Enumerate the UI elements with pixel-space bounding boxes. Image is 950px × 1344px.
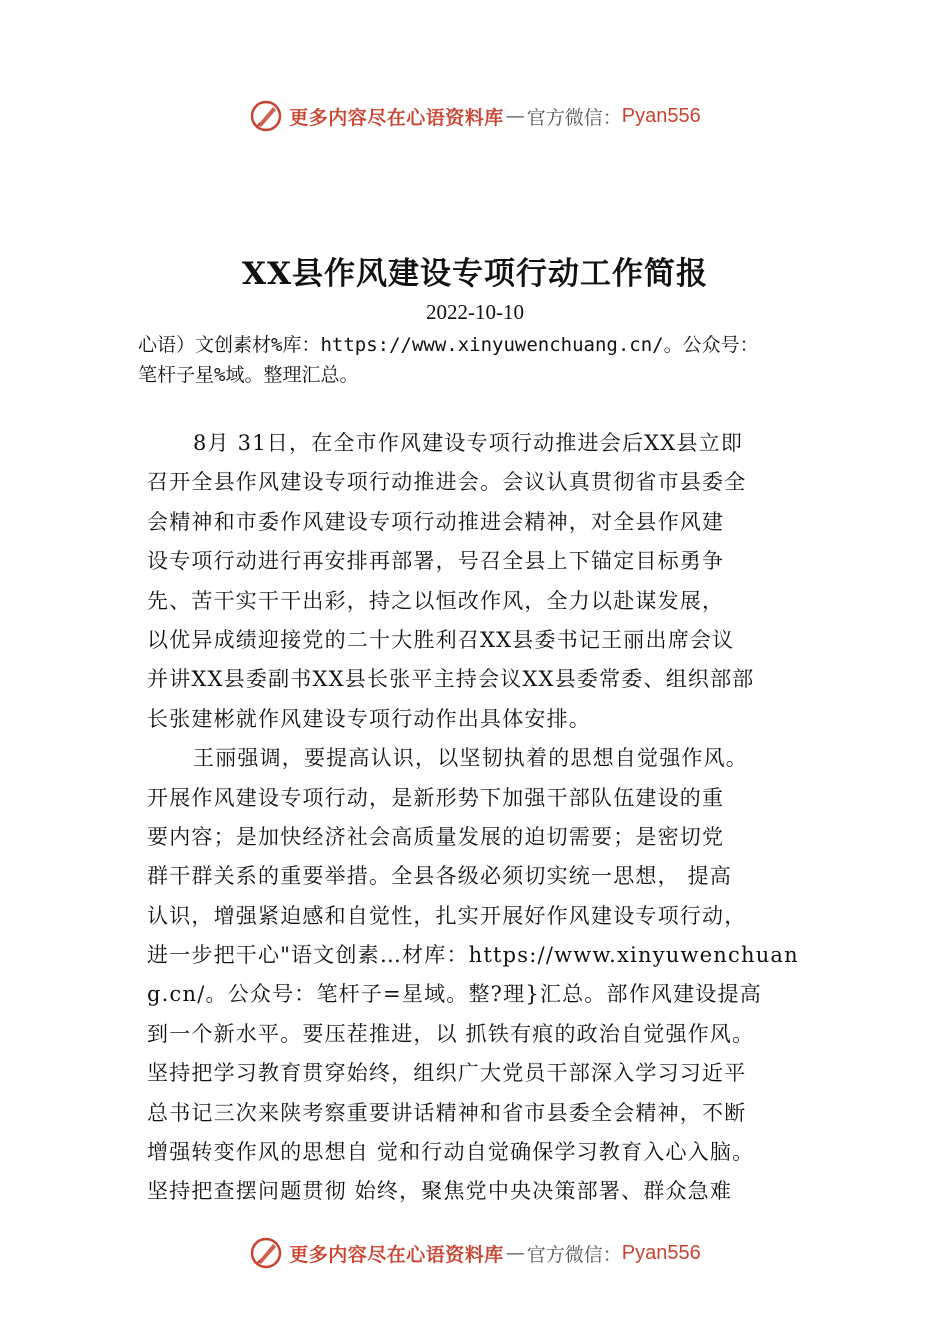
- watermark-wechat-label: 官方微信：: [526, 106, 622, 129]
- quill-logo-icon: [249, 99, 283, 133]
- watermark-main-text: 更多内容尽在心语资料库: [289, 1243, 504, 1266]
- body-line: 会精神和市委作风建设专项行动推进会精神，对全县作风建: [147, 509, 725, 534]
- body-line: 总书记三次来陕考察重要讲话精神和省市县委全会精神，不断: [147, 1100, 747, 1125]
- body-line: 先、苦干实干干出彩，持之以恒改作风，全力以赴谋发展，: [147, 588, 725, 613]
- body-line: 王丽强调，要提高认识，以坚韧执着的思想自觉强作风。: [193, 746, 748, 771]
- footer-watermark: [0, 1233, 950, 1273]
- source-note-line: 心语）文创素材%库：https://www.xinyuwenchuang.cn/。公众号：: [138, 334, 759, 356]
- quill-logo-icon: [249, 1236, 283, 1270]
- watermark-dash: —: [505, 105, 525, 127]
- body-line: 召开全县作风建设专项行动推进会。会议认真贯彻省市县委全: [147, 470, 747, 495]
- document-date: 2022-10-10: [426, 300, 524, 324]
- source-note: [138, 330, 858, 390]
- body-line: 开展作风建设专项行动，是新形势下加强干部队伍建设的重: [147, 785, 725, 810]
- body-line: 坚持把查摆问题贯彻 始终，聚焦党中央决策部署、群众急难: [147, 1179, 733, 1204]
- body-line: 设专项行动进行再安排再部署，号召全县上下锚定目标勇争: [147, 549, 725, 574]
- watermark-wechat-label: 官方微信：: [526, 1243, 622, 1266]
- body-line: 要内容；是加快经济社会高质量发展的迫切需要；是密切党: [147, 824, 725, 849]
- body-line: g.cn/。公众号：笔杆子=星域。整?理}汇总。部作风建设提高: [147, 982, 762, 1007]
- body-text: [147, 424, 827, 1212]
- body-line: 到一个新水平。要压茬推进，以 抓铁有痕的政治自觉强作风。: [147, 1021, 755, 1046]
- body-line: 并讲XX县委副书XX县长张平主持会议XX县委常委、组织部部: [147, 667, 755, 692]
- source-note-line: 笔杆子星%域。整理汇总。: [138, 364, 359, 386]
- header-watermark: [0, 96, 950, 136]
- watermark-main-text: 更多内容尽在心语资料库: [289, 106, 504, 129]
- document-title: XX县作风建设专项行动工作简报: [241, 256, 709, 292]
- watermark-wechat-id: Pyan556: [621, 1241, 701, 1264]
- body-line: 坚持把学习教育贯穿始终，组织广大党员干部深入学习习近平: [147, 1061, 747, 1086]
- body-line: 长张建彬就作风建设专项行动作出具体安排。: [147, 706, 591, 731]
- watermark-wechat-id: Pyan556: [621, 104, 701, 127]
- body-line: 8月 31日，在全市作风建设专项行动推进会后XX县立即: [193, 431, 744, 455]
- watermark-dash: —: [505, 1242, 525, 1264]
- body-line: 认识，增强紧迫感和自觉性，扎实开展好作风建设专项行动，: [147, 903, 747, 928]
- body-line: 以优异成绩迎接党的二十大胜利召XX县委书记王丽出席会议: [147, 627, 735, 652]
- body-line: 群干群关系的重要举措。全县各级必须切实统一思想， 提高: [147, 864, 733, 889]
- body-line: 增强转变作风的思想自 觉和行动自觉确保学习教育入心入脑。: [147, 1140, 755, 1165]
- body-line: 进一步把干心"语文创素…材库：https://www.xinyuwenchuan: [147, 943, 799, 968]
